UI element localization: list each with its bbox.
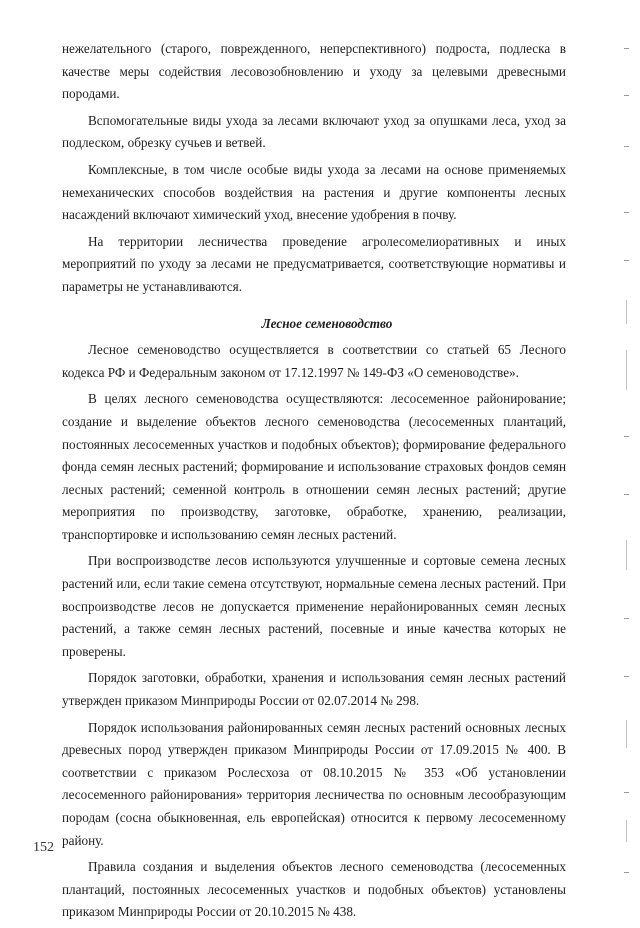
scan-edge-mark: [624, 676, 629, 677]
scan-edge-mark: [624, 792, 629, 793]
scan-edge-mark: [624, 618, 629, 619]
section-heading: Лесное семеноводство: [261, 315, 393, 331]
scan-edge-line: [626, 300, 627, 324]
scan-edge-mark: [624, 146, 629, 147]
scan-edge-mark: [624, 212, 629, 213]
paragraph-seed-procurement-order: Порядок заготовки, обработки, хранения и использования семян лесных растений утвержден приказом Минприроды России от 02.07.2014 № 298.: [62, 670, 566, 709]
scan-edge-mark: [624, 95, 629, 96]
paragraph-seed-reproduction: При воспроизводстве лесов используются улучшенные и сортовые семена лесных растений или, если такие семена отсутствуют, нормальные семена лесных растений. При воспроизводстве лесов не допускается применение нерайонированных семян лесных растений, а также семян лесных растений, посевные и иные качества которых не проверены.: [62, 553, 566, 659]
document-body: [62, 38, 566, 928]
paragraph-seed-goals: В целях лесного семеноводства осуществляются: лесосеменное районирование; создание и выделение объектов лесного семеноводства (лесосеменных плантаций, постоянных лесосеменных участков и подобных объектов); формирование федерального фонда семян лесных растений; формирование и использование страховых фондов семян лесных растений; семенной контроль в отношении семян лесных растений; другие мероприятия по производству, заготовке, обработке, хранению, реализации, транспортировке и использованию семян лесных растений.: [62, 391, 566, 542]
scan-edge-mark: [624, 436, 629, 437]
paragraph-auxiliary-care: Вспомогательные виды ухода за лесами включают уход за опушками леса, уход за подлеском, обрезку сучьев и ветвей.: [62, 112, 566, 151]
scan-edge-mark: [624, 48, 629, 49]
scan-edge-line: [626, 540, 627, 570]
paragraph-seed-law: Лесное семеноводство осуществляется в соответствии со статьей 65 Лесного кодекса РФ и Федеральным законом от 17.12.1997 № 149-ФЗ «О семеноводстве».: [62, 342, 566, 380]
scan-edge-mark: [624, 260, 629, 261]
scan-edge-line: [626, 720, 627, 748]
paragraph-seed-zoning: Порядок использования районированных семян лесных растений основных лесных древесных пород утвержден приказом Минприроды России от 17.09.2015 № 400. В соответствии с приказом Рослесхоза от 08.10.2015 № 353 «Об установлении лесосеменного районирования» территория лесничества по основным лесообразующим породам (сосна обыкновенная, ель европейская) относится к первому лесосеменному району.: [62, 719, 566, 848]
scan-edge-line: [626, 820, 627, 842]
paragraph-complex-care: Комплексные, в том числе особые виды ухода за лесами на основе применяемых немеханических способов воздействия на растения и другие компоненты лесных насаждений включают химический уход, внесение удобрения в почву.: [62, 161, 566, 223]
paragraph-seed-objects-rules: Правила создания и выделения объектов лесного семеноводства (лесосеменных плантаций, постоянных лесосеменных участков и подобных объектов) установлены приказом Минприроды России от 20.10.2015 № 438.: [62, 859, 566, 920]
paragraph-care-continuation: нежелательного (старого, поврежденного, неперспективного) подроста, подлеска в качестве меры содействия лесовозобновлению и уходу за целевыми древесными породами.: [62, 41, 566, 102]
scan-edge-mark: [624, 494, 629, 495]
scan-edge-mark: [624, 872, 629, 873]
scan-edge-line: [626, 350, 627, 390]
paragraph-agroforestry: На территории лесничества проведение агролесомелиоративных и иных мероприятий по уходу за лесами не предусматривается, соответствующие нормативы и параметры не устанавливаются.: [62, 233, 566, 294]
page-number: 152: [33, 840, 54, 855]
